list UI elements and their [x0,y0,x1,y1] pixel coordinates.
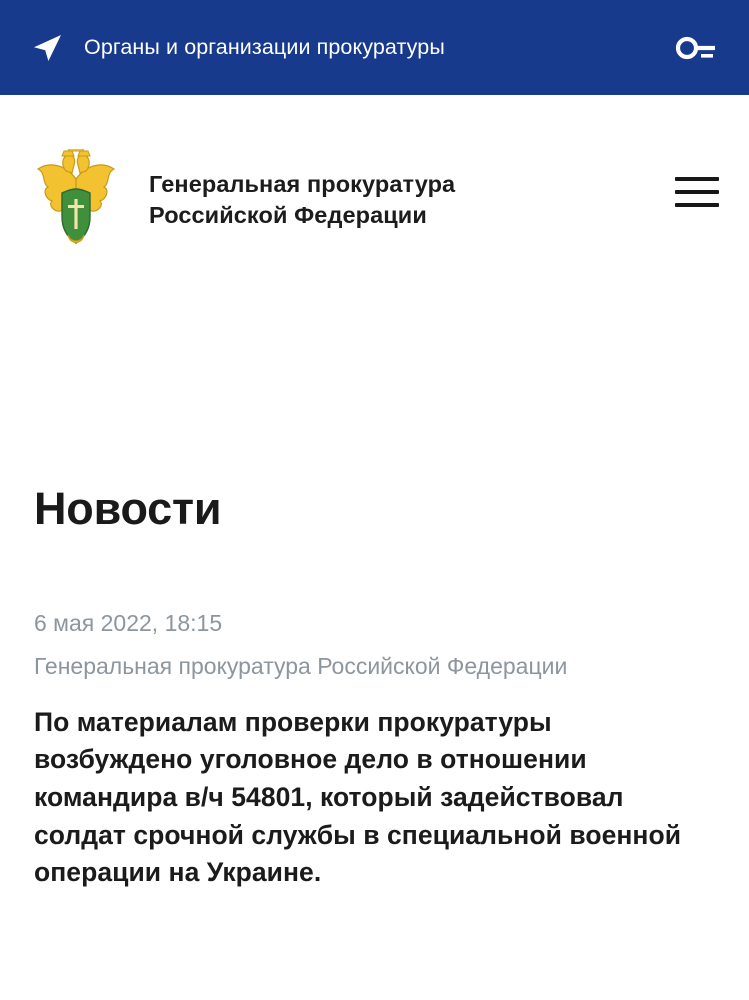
organization-name-line1: Генеральная прокуратура [149,171,456,197]
news-headline[interactable]: По материалам проверки прокуратуры возбуждено уголовное дело в отношении командира в/ч 54801, который задействовал солдат срочной службы в специальной военной операции на Украине. [34,706,682,888]
organization-name [149,169,675,232]
hamburger-line-1 [675,177,719,181]
news-item[interactable] [34,609,715,892]
app-topbar [0,0,749,95]
navigation-arrow-icon[interactable] [30,31,64,65]
main-content [0,300,749,892]
site-header [0,95,749,300]
hamburger-menu-icon[interactable] [675,177,719,207]
russian-double-headed-eagle-emblem [34,149,118,249]
hamburger-line-2 [675,190,719,194]
news-source: Генеральная прокуратура Российской Федерации [34,652,568,679]
news-date: 6 мая 2022, 18:15 [34,610,223,636]
topbar-title: Органы и организации прокуратуры [84,35,445,59]
organization-name-line2: Российской Федерации [149,202,427,229]
key-icon[interactable] [675,35,717,61]
topbar-left-group [30,31,675,65]
page-title: Новости [34,483,222,534]
hamburger-line-3 [675,203,719,207]
